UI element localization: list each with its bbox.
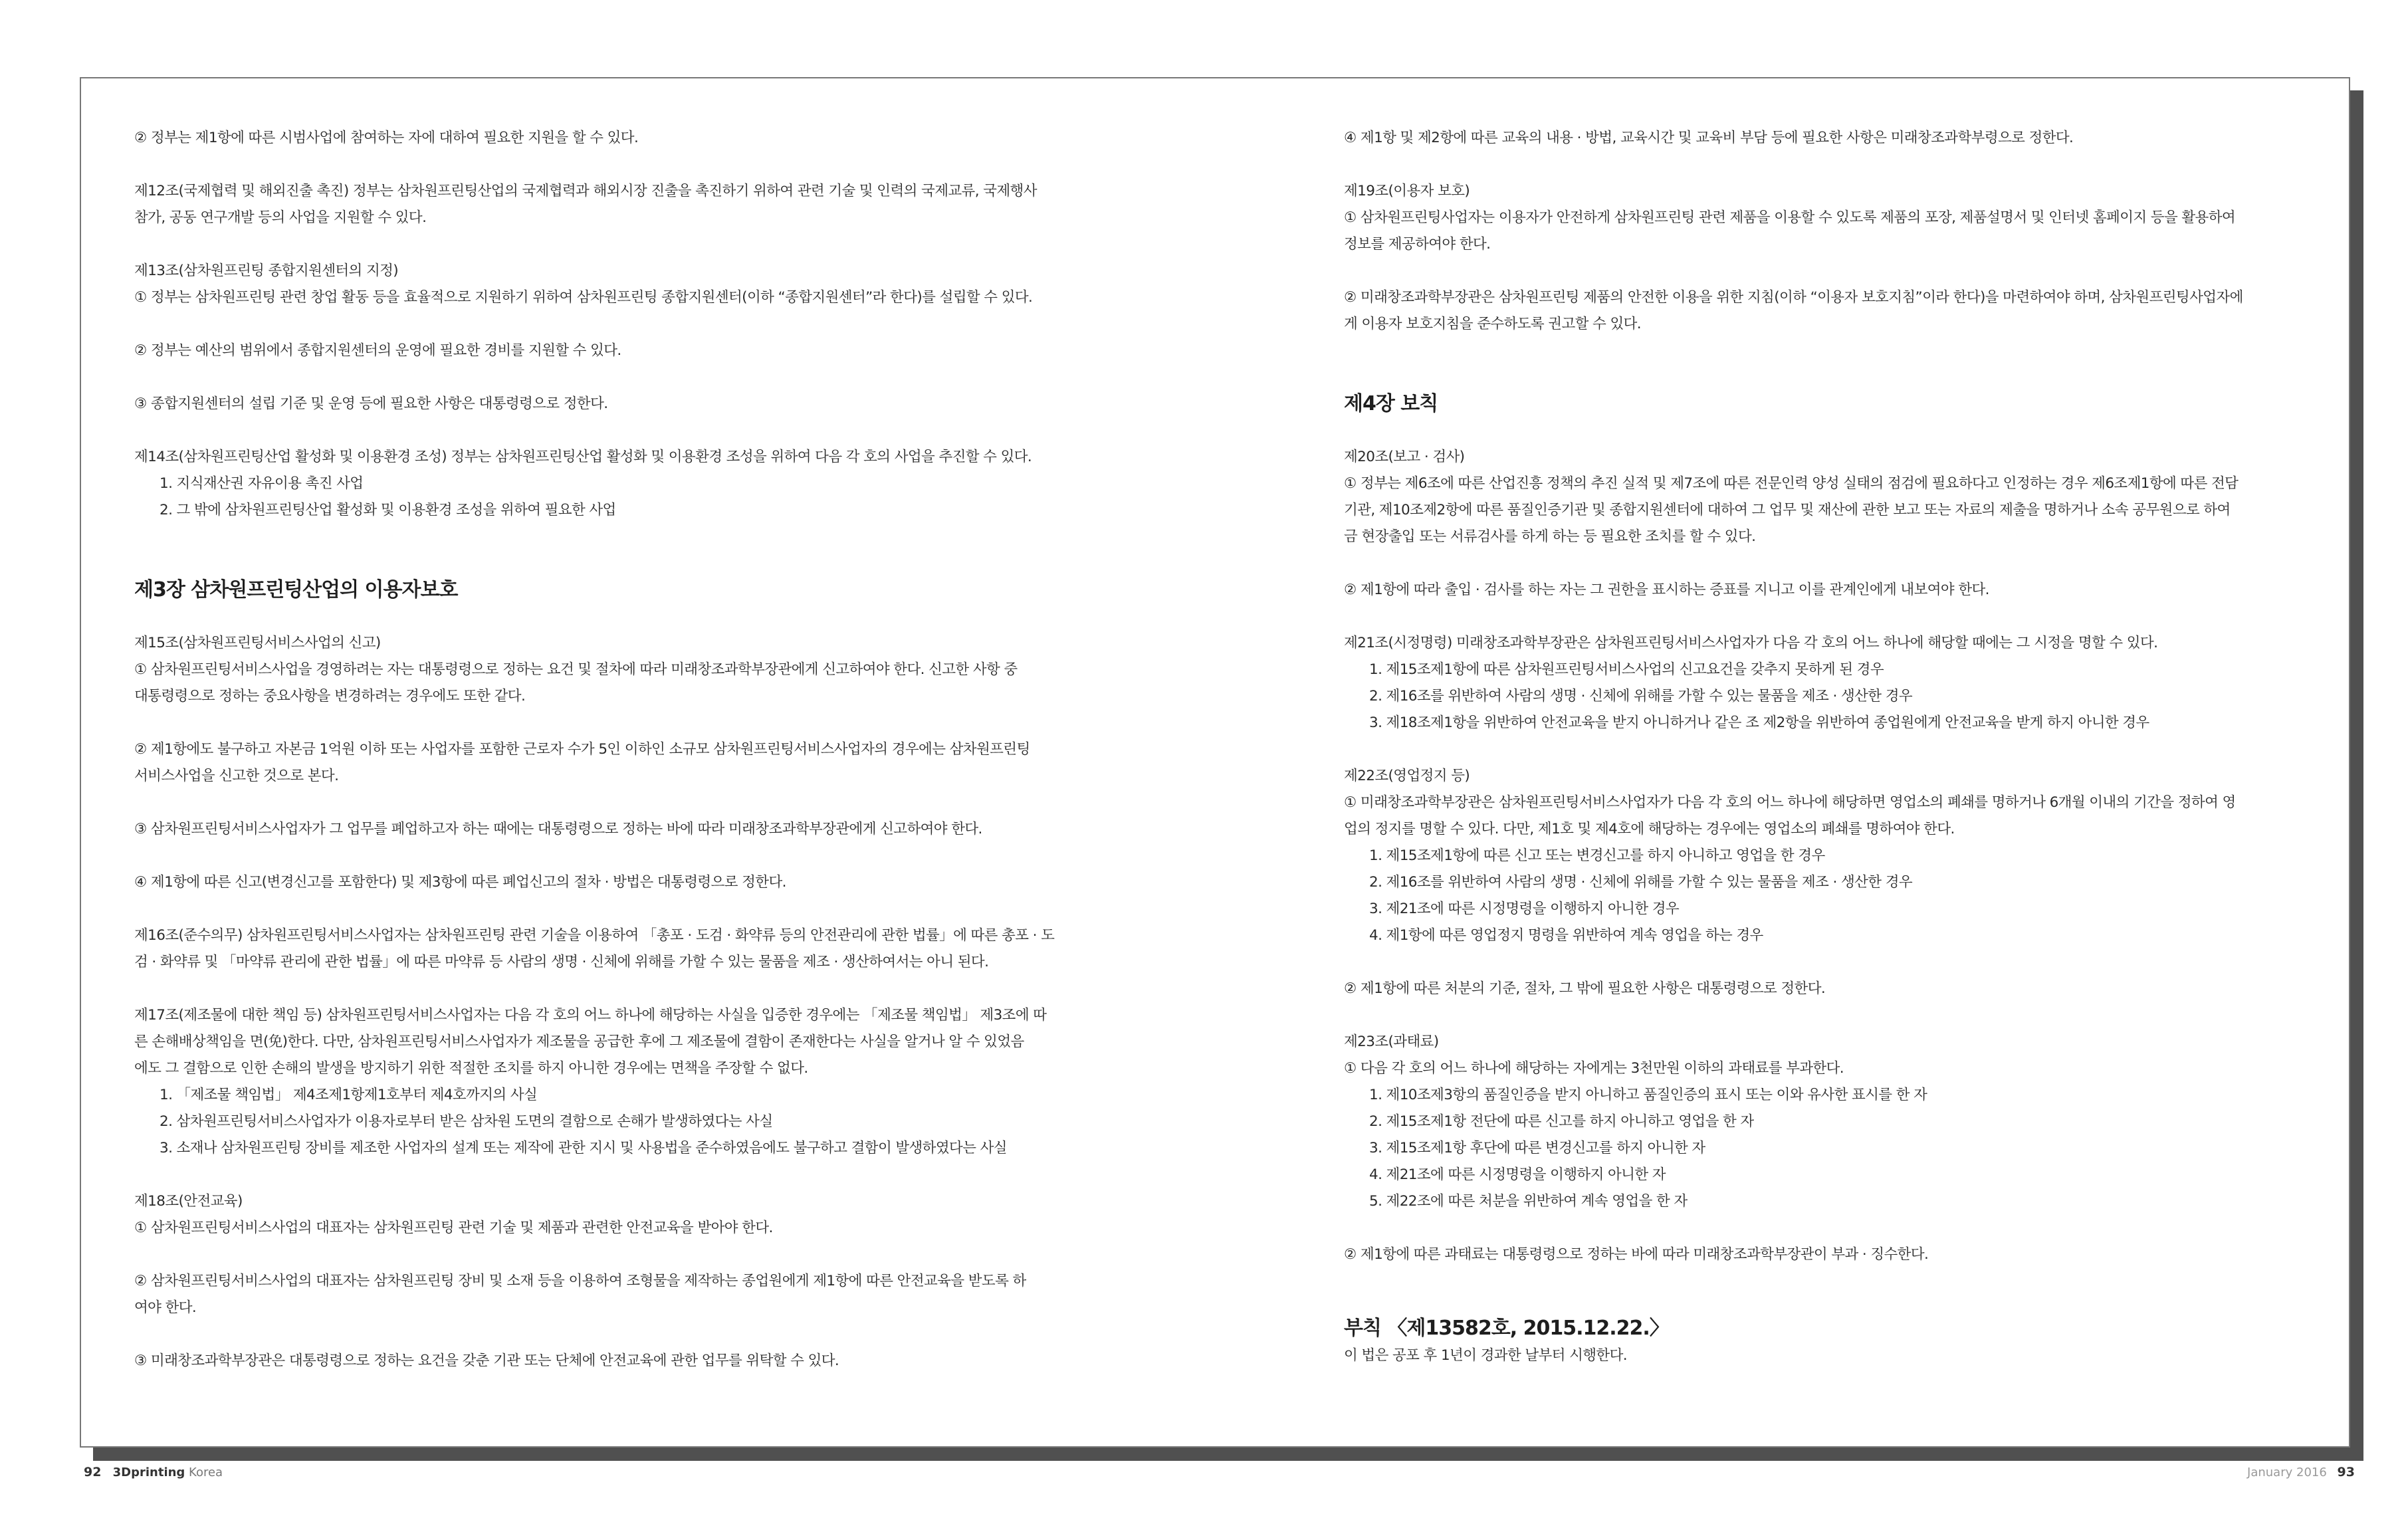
text-line: ② 제1항에도 불구하고 자본금 1억원 이하 또는 사업자를 포함한 근로자 수가 5인 이하인 소규모 삼차원프린팅서비스사업자의 경우에는 삼차원프린팅 — [134, 741, 1030, 758]
text-line: 대통령령으로 정하는 중요사항을 변경하려는 경우에도 또한 같다. — [134, 688, 526, 705]
list-item: 2. 그 밖에 삼차원프린팅산업 활성화 및 이용환경 조성을 위하여 필요한 사업 — [160, 502, 616, 518]
list-item: 2. 삼차원프린팅서비스사업자가 이용자로부터 받은 삼차원 도면의 결함으로 손해가 발생하였다는 사실 — [160, 1113, 773, 1130]
text-line: ④ 제1항에 따른 신고(변경신고를 포함한다) 및 제3항에 따른 폐업신고의 절차 · 방법은 대통령령으로 정한다. — [134, 874, 786, 891]
text-line: 기관, 제10조제2항에 따른 품질인증기관 및 종합지원센터에 대하여 그 업무 및 재산에 관한 보고 또는 자료의 제출을 명하거나 소속 공무원으로 하여 — [1344, 502, 2231, 518]
text-line: ② 정부는 예산의 범위에서 종합지원센터의 운영에 필요한 경비를 지원할 수 있다. — [134, 342, 621, 359]
text-line: 검 · 화약류 및 「마약류 관리에 관한 법률」에 따른 마약류 등 사람의 생명 · 신체에 위해를 가할 수 있는 물품을 제조 · 생산하여서는 아니 된다. — [134, 954, 989, 970]
text-line: 이 법은 공포 후 1년이 경과한 날부터 시행한다. — [1344, 1347, 1627, 1364]
right-page-column — [1344, 125, 2321, 1369]
text-line: ③ 삼차원프린팅서비스사업자가 그 업무를 폐업하고자 하는 때에는 대통령령으로 정하는 바에 따라 미래창조과학부장관에게 신고하여야 한다. — [134, 821, 982, 837]
text-line: 제14조(삼차원프린팅산업 활성화 및 이용환경 조성) 정부는 삼차원프린팅산업 활성화 및 이용환경 조성을 위하여 다음 각 호의 사업을 추진할 수 있다. — [134, 449, 1032, 465]
list-item: 3. 제21조에 따른 시정명령을 이행하지 아니한 경우 — [1369, 901, 1680, 917]
text-line: 여야 한다. — [134, 1299, 197, 1316]
text-line: ① 삼차원프린팅사업자는 이용자가 안전하게 삼차원프린팅 관련 제품을 이용할 수 있도록 제품의 포장, 제품설명서 및 인터넷 홈페이지 등을 활용하여 — [1344, 209, 2236, 226]
list-item: 4. 제21조에 따른 시정명령을 이행하지 아니한 자 — [1369, 1166, 1666, 1183]
left-page-column — [134, 125, 1118, 1374]
magazine-spread — [80, 77, 2350, 1448]
right-footer — [2247, 1465, 2355, 1479]
chapter-heading: 제4장 보칙 — [1344, 392, 1438, 415]
text-line: 른 손해배상책임을 면(免)한다. 다만, 삼차원프린팅서비스사업자가 제조물을 공급한 후에 그 제조물에 결함이 존재한다는 사실을 알거나 알 수 있었음 — [134, 1033, 1024, 1050]
list-item: 1. 제15조제1항에 따른 신고 또는 변경신고를 하지 아니하고 영업을 한 경우 — [1369, 847, 1825, 864]
list-item: 2. 제16조를 위반하여 사람의 생명 · 신체에 위해를 가할 수 있는 물품을 제조 · 생산한 경우 — [1369, 874, 1913, 891]
text-line: 제12조(국제협력 및 해외진출 촉진) 정부는 삼차원프린팅산업의 국제협력과 해외시장 진출을 촉진하기 위하여 관련 기술 및 인력의 국제교류, 국제행사 — [134, 183, 1037, 199]
text-line: 서비스사업을 신고한 것으로 본다. — [134, 768, 339, 784]
text-line: 정보를 제공하여야 한다. — [1344, 236, 1491, 253]
text-line: 제17조(제조물에 대한 책임 등) 삼차원프린팅서비스사업자는 다음 각 호의 어느 하나에 해당하는 사실을 입증한 경우에는 「제조물 책임법」 제3조에 따 — [134, 1007, 1047, 1024]
list-item: 4. 제1항에 따른 영업정지 명령을 위반하여 계속 영업을 하는 경우 — [1369, 927, 1763, 944]
chapter-heading: 부칙 〈제13582호, 2015.12.22.〉 — [1344, 1317, 1669, 1340]
text-line: ① 미래창조과학부장관은 삼차원프린팅서비스사업자가 다음 각 호의 어느 하나에 해당하면 영업소의 폐쇄를 명하거나 6개월 이내의 기간을 정하여 영 — [1344, 794, 2236, 811]
list-item: 1. 지식재산권 자유이용 촉진 사업 — [160, 475, 364, 492]
list-item: 2. 제16조를 위반하여 사람의 생명 · 신체에 위해를 가할 수 있는 물품을 제조 · 생산한 경우 — [1369, 688, 1913, 705]
brand-suffix: Korea — [189, 1465, 223, 1479]
text-line: 제13조(삼차원프린팅 종합지원센터의 지정) — [134, 263, 399, 279]
text-line: ② 제1항에 따른 처분의 기준, 절차, 그 밖에 필요한 사항은 대통령령으로 정한다. — [1344, 980, 1826, 997]
text-line: ② 미래창조과학부장관은 삼차원프린팅 제품의 안전한 이용을 위한 지침(이하 “이용자 보호지침”이라 한다)을 마련하여야 하며, 삼차원프린팅사업자에 — [1344, 289, 2243, 306]
list-item: 1. 제10조제3항의 품질인증을 받지 아니하고 품질인증의 표시 또는 이와 유사한 표시를 한 자 — [1369, 1087, 1927, 1103]
text-line: ① 삼차원프린팅서비스사업을 경영하려는 자는 대통령령으로 정하는 요건 및 절차에 따라 미래창조과학부장관에게 신고하여야 한다. 신고한 사항 중 — [134, 661, 1018, 678]
text-line: 업의 정지를 명할 수 있다. 다만, 제1호 및 제4호에 해당하는 경우에는 영업소의 폐쇄를 명하여야 한다. — [1344, 821, 1955, 837]
text-line: 제21조(시정명령) 미래창조과학부장관은 삼차원프린팅서비스사업자가 다음 각 호의 어느 하나에 해당할 때에는 그 시정을 명할 수 있다. — [1344, 635, 2158, 651]
text-line: ② 삼차원프린팅서비스사업의 대표자는 삼차원프린팅 장비 및 소재 등을 이용하여 조형물을 제작하는 종업원에게 제1항에 따른 안전교육을 받도록 하 — [134, 1273, 1026, 1289]
text-line: ① 다음 각 호의 어느 하나에 해당하는 자에게는 3천만원 이하의 과태료를 부과한다. — [1344, 1060, 1844, 1077]
text-line: 제18조(안전교육) — [134, 1193, 243, 1210]
text-line: ① 정부는 제6조에 따른 산업진흥 정책의 추진 실적 및 제7조에 따른 전문인력 양성 실태의 점검에 필요하다고 인정하는 경우 제6조제1항에 따른 전담 — [1344, 475, 2239, 492]
text-line: ① 삼차원프린팅서비스사업의 대표자는 삼차원프린팅 관련 기술 및 제품과 관련한 안전교육을 받아야 한다. — [134, 1220, 773, 1236]
text-line: 금 현장출입 또는 서류검사를 하게 하는 등 필요한 조치를 할 수 있다. — [1344, 528, 1756, 545]
list-item: 5. 제22조에 따른 처분을 위반하여 계속 영업을 한 자 — [1369, 1193, 1688, 1210]
text-line: ③ 미래창조과학부장관은 대통령령으로 정하는 요건을 갖춘 기관 또는 단체에 안전교육에 관한 업무를 위탁할 수 있다. — [134, 1353, 839, 1369]
issue-date: January 2016 — [2247, 1465, 2327, 1479]
text-line: ④ 제1항 및 제2항에 따른 교육의 내용 · 방법, 교육시간 및 교육비 부담 등에 필요한 사항은 미래창조과학부령으로 정한다. — [1344, 130, 2074, 146]
text-line: ① 정부는 삼차원프린팅 관련 창업 활동 등을 효율적으로 지원하기 위하여 삼차원프린팅 종합지원센터(이하 “종합지원센터”라 한다)를 설립할 수 있다. — [134, 289, 1033, 306]
text-line: 참가, 공동 연구개발 등의 사업을 지원할 수 있다. — [134, 209, 427, 226]
left-page-number: 92 — [84, 1465, 102, 1479]
list-item: 3. 제18조제1항을 위반하여 안전교육을 받지 아니하거나 같은 조 제2항을 위반하여 종업원에게 안전교육을 받게 하지 아니한 경우 — [1369, 714, 2149, 731]
text-line: 제15조(삼차원프린팅서비스사업의 신고) — [134, 635, 381, 651]
left-footer — [84, 1465, 223, 1479]
list-item: 3. 소재나 삼차원프린팅 장비를 제조한 사업자의 설계 또는 제작에 관한 지시 및 사용법을 준수하였음에도 불구하고 결함이 발생하였다는 사실 — [160, 1140, 1007, 1156]
text-line: ② 제1항에 따른 과태료는 대통령령으로 정하는 바에 따라 미래창조과학부장관이 부과 · 징수한다. — [1344, 1246, 1929, 1263]
list-item: 2. 제15조제1항 전단에 따른 신고를 하지 아니하고 영업을 한 자 — [1369, 1113, 1754, 1130]
list-item: 1. 「제조물 책임법」 제4조제1항제1호부터 제4호까지의 사실 — [160, 1087, 538, 1103]
text-line: 제19조(이용자 보호) — [1344, 183, 1470, 199]
text-line: ② 정부는 제1항에 따른 시범사업에 참여하는 자에 대하여 필요한 지원을 할 수 있다. — [134, 130, 639, 146]
right-page-number: 93 — [2337, 1465, 2355, 1479]
chapter-heading: 제3장 삼차원프린팅산업의 이용자보호 — [134, 578, 458, 601]
text-line: ③ 종합지원센터의 설립 기준 및 운영 등에 필요한 사항은 대통령령으로 정한다. — [134, 395, 608, 412]
text-line: 제23조(과태료) — [1344, 1033, 1439, 1050]
brand-name: 3Dprinting — [112, 1465, 185, 1479]
list-item: 3. 제15조제1항 후단에 따른 변경신고를 하지 아니한 자 — [1369, 1140, 1705, 1156]
text-line: 제22조(영업정지 등) — [1344, 768, 1470, 784]
text-line: 에도 그 결함으로 인한 손해의 발생을 방지하기 위한 적절한 조치를 하지 아니한 경우에는 면책을 주장할 수 없다. — [134, 1060, 808, 1077]
text-line: 제16조(준수의무) 삼차원프린팅서비스사업자는 삼차원프린팅 관련 기술을 이용하여 「총포 · 도검 · 화약류 등의 안전관리에 관한 법률」에 따른 총포 · 도 — [134, 927, 1055, 944]
text-line: 게 이용자 보호지침을 준수하도록 권고할 수 있다. — [1344, 316, 1642, 332]
list-item: 1. 제15조제1항에 따른 삼차원프린팅서비스사업의 신고요건을 갖추지 못하게 된 경우 — [1369, 661, 1884, 678]
text-line: 제20조(보고 · 검사) — [1344, 449, 1465, 465]
text-line: ② 제1항에 따라 출입 · 검사를 하는 자는 그 권한을 표시하는 증표를 지니고 이를 관계인에게 내보여야 한다. — [1344, 582, 1989, 598]
